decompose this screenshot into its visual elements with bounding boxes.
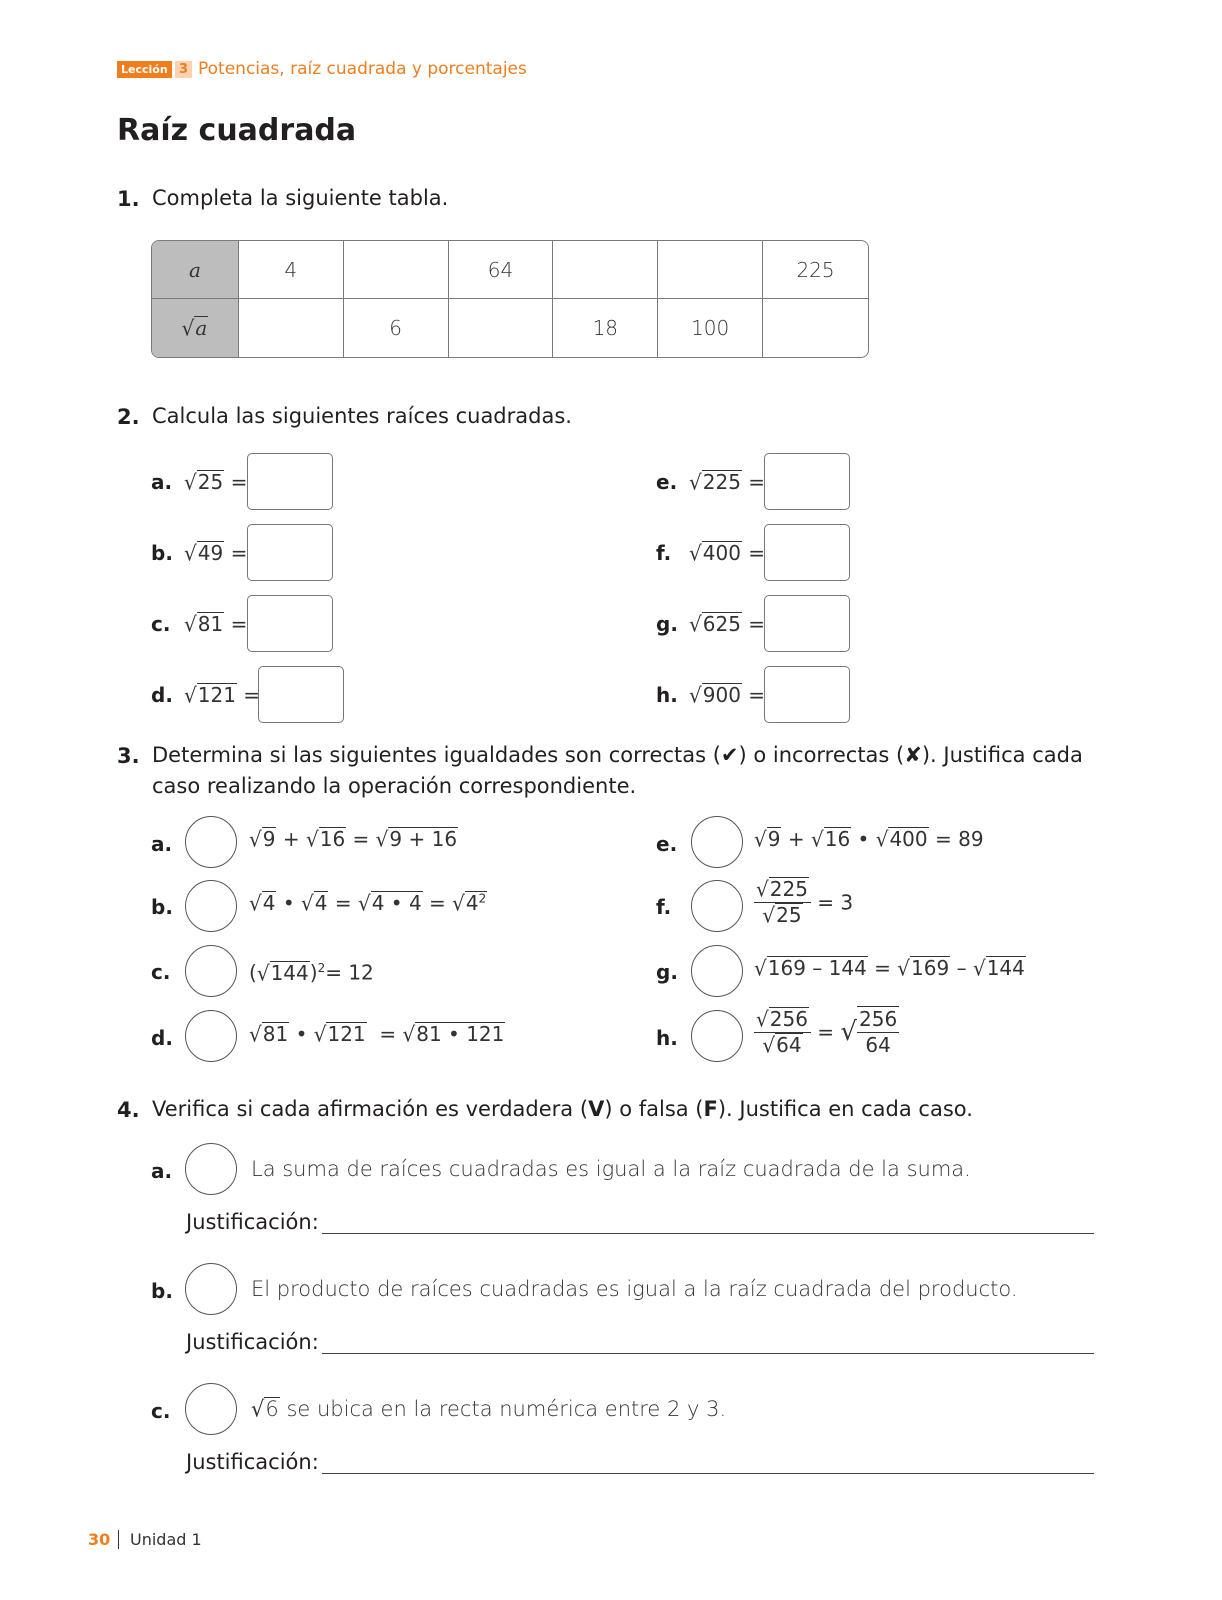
justification-line[interactable] bbox=[322, 1473, 1094, 1474]
sqrt-expression: √121 = bbox=[184, 681, 260, 709]
item-letter: d. bbox=[151, 1026, 173, 1050]
table-cell[interactable] bbox=[239, 299, 344, 357]
item-letter: f. bbox=[656, 895, 672, 919]
item-letter: b. bbox=[151, 541, 173, 565]
answer-box[interactable] bbox=[247, 524, 333, 581]
lesson-title: Potencias, raíz cuadrada y porcentajes bbox=[198, 59, 527, 79]
lesson-badge: Lección bbox=[117, 61, 172, 78]
item-letter: h. bbox=[656, 1026, 678, 1050]
question-1-number: 1. bbox=[117, 187, 140, 211]
table-cell[interactable]: 18 bbox=[553, 299, 658, 357]
sqrt-expression: √81 = bbox=[184, 610, 247, 638]
item-letter: h. bbox=[656, 683, 678, 707]
statement-text: La suma de raíces cuadradas es igual a la raíz cuadrada de la suma. bbox=[251, 1157, 971, 1181]
table-cell[interactable]: 6 bbox=[344, 299, 449, 357]
statement-text: √6 se ubica en la recta numérica entre 2 y 3. bbox=[251, 1396, 727, 1422]
answer-circle[interactable] bbox=[185, 945, 237, 997]
question-3-text: Determina si las siguientes igualdades son correctas (✔) o incorrectas (✘). Justifica cada caso realizando la operación correspondiente. bbox=[152, 743, 1083, 798]
justification-line[interactable] bbox=[322, 1353, 1094, 1354]
sqrt-expression: √25 = bbox=[184, 468, 247, 496]
question-2-text: Calcula las siguientes raíces cuadradas. bbox=[152, 404, 572, 428]
sqrt-symbol-icon: √ bbox=[184, 682, 197, 708]
answer-circle[interactable] bbox=[185, 1263, 237, 1315]
equality-expression: $\frac{√225}{√25}$ = 3 bbox=[756, 876, 854, 928]
sqrt-symbol-icon: √ bbox=[689, 682, 702, 708]
item-letter: d. bbox=[151, 683, 173, 707]
answer-circle[interactable] bbox=[691, 1010, 743, 1062]
item-letter: a. bbox=[151, 1159, 173, 1183]
sqrt-expression: √225 = bbox=[689, 468, 765, 496]
statement-text: El producto de raíces cuadradas es igual a la raíz cuadrada del producto. bbox=[251, 1277, 1018, 1301]
item-letter: c. bbox=[151, 960, 171, 984]
sqrt-expression: √625 = bbox=[689, 610, 765, 638]
question-4-number: 4. bbox=[117, 1098, 140, 1122]
table-row-a bbox=[152, 241, 868, 299]
item-letter: a. bbox=[151, 470, 173, 494]
footer-divider bbox=[118, 1530, 119, 1549]
table-cell[interactable] bbox=[763, 299, 868, 357]
answer-box[interactable] bbox=[247, 453, 333, 510]
sqrt-symbol-icon: √ bbox=[184, 611, 197, 637]
item-letter: b. bbox=[151, 895, 173, 919]
sqrt-symbol-icon: √ bbox=[184, 469, 197, 495]
sqrt-symbol-icon: √ bbox=[689, 611, 702, 637]
sqrt-symbol-icon: √ bbox=[181, 315, 195, 341]
answer-circle[interactable] bbox=[691, 945, 743, 997]
item-letter: e. bbox=[656, 832, 678, 856]
table-cell[interactable] bbox=[344, 241, 449, 299]
equality-expression: √81 • √121 = √81 • 121 bbox=[249, 1021, 505, 1047]
item-letter: g. bbox=[656, 960, 678, 984]
answer-circle[interactable] bbox=[185, 816, 237, 868]
answer-circle[interactable] bbox=[691, 880, 743, 932]
table-cell[interactable] bbox=[553, 241, 658, 299]
equality-expression: √9 + √16 = √9 + 16 bbox=[249, 826, 458, 852]
item-letter: b. bbox=[151, 1279, 173, 1303]
question-4-text: Verifica si cada afirmación es verdadera (V) o falsa (F). Justifica en cada caso. bbox=[152, 1097, 973, 1121]
equality-expression: $(√144)^2= 12$ bbox=[249, 960, 374, 986]
item-letter: c. bbox=[151, 1399, 171, 1423]
table-header-a: a bbox=[152, 241, 239, 299]
sqrt-expression: √400 = bbox=[689, 539, 765, 567]
sqrt-expression: √49 = bbox=[184, 539, 247, 567]
item-letter: g. bbox=[656, 612, 678, 636]
answer-circle[interactable] bbox=[185, 1010, 237, 1062]
item-letter: f. bbox=[656, 541, 672, 565]
answer-box[interactable] bbox=[764, 453, 850, 510]
answer-circle[interactable] bbox=[185, 1143, 237, 1195]
question-1-text: Completa la siguiente tabla. bbox=[152, 186, 449, 210]
question-3-number: 3. bbox=[117, 744, 140, 768]
equality-expression: $\frac{√256}{√64}$ = √ $\frac{256}{64}$ bbox=[756, 1005, 898, 1058]
equality-expression: √9 + √16 • √400 = 89 bbox=[754, 826, 984, 852]
answer-circle[interactable] bbox=[185, 880, 237, 932]
answer-box[interactable] bbox=[764, 666, 850, 723]
answer-box[interactable] bbox=[247, 595, 333, 652]
sqrt-symbol-icon: √ bbox=[689, 469, 702, 495]
square-root-table bbox=[151, 240, 869, 358]
table-cell[interactable]: 100 bbox=[658, 299, 763, 357]
sqrt-symbol-icon: √ bbox=[689, 540, 702, 566]
table-cell[interactable]: 4 bbox=[239, 241, 344, 299]
table-row-sqrt bbox=[152, 299, 868, 357]
item-letter: c. bbox=[151, 612, 171, 636]
equality-expression: √169 – 144 = √169 – √144 bbox=[754, 955, 1025, 981]
answer-box[interactable] bbox=[764, 524, 850, 581]
item-letter: e. bbox=[656, 470, 678, 494]
justification-label: Justificación: bbox=[186, 1450, 319, 1474]
table-cell[interactable]: 225 bbox=[763, 241, 868, 299]
unit-label: Unidad 1 bbox=[130, 1530, 202, 1549]
justification-label: Justificación: bbox=[186, 1330, 319, 1354]
answer-circle[interactable] bbox=[691, 816, 743, 868]
answer-circle[interactable] bbox=[185, 1383, 237, 1435]
table-cell[interactable]: 64 bbox=[449, 241, 554, 299]
page-number: 30 bbox=[88, 1530, 111, 1549]
lesson-number: 3 bbox=[175, 61, 192, 78]
answer-box[interactable] bbox=[258, 666, 344, 723]
equality-expression: √4 • √4 = √4 • $4 = √4^2$ bbox=[249, 890, 487, 916]
table-cell[interactable] bbox=[658, 241, 763, 299]
table-cell[interactable] bbox=[449, 299, 554, 357]
justification-label: Justificación: bbox=[186, 1210, 319, 1234]
justification-line[interactable] bbox=[322, 1233, 1094, 1234]
sqrt-expression: √900 = bbox=[689, 681, 765, 709]
answer-box[interactable] bbox=[764, 595, 850, 652]
question-2-number: 2. bbox=[117, 405, 140, 429]
item-letter: a. bbox=[151, 832, 173, 856]
table-header-sqrt-a: √a bbox=[152, 299, 239, 357]
sqrt-symbol-icon: √ bbox=[184, 540, 197, 566]
page-title: Raíz cuadrada bbox=[117, 113, 357, 148]
